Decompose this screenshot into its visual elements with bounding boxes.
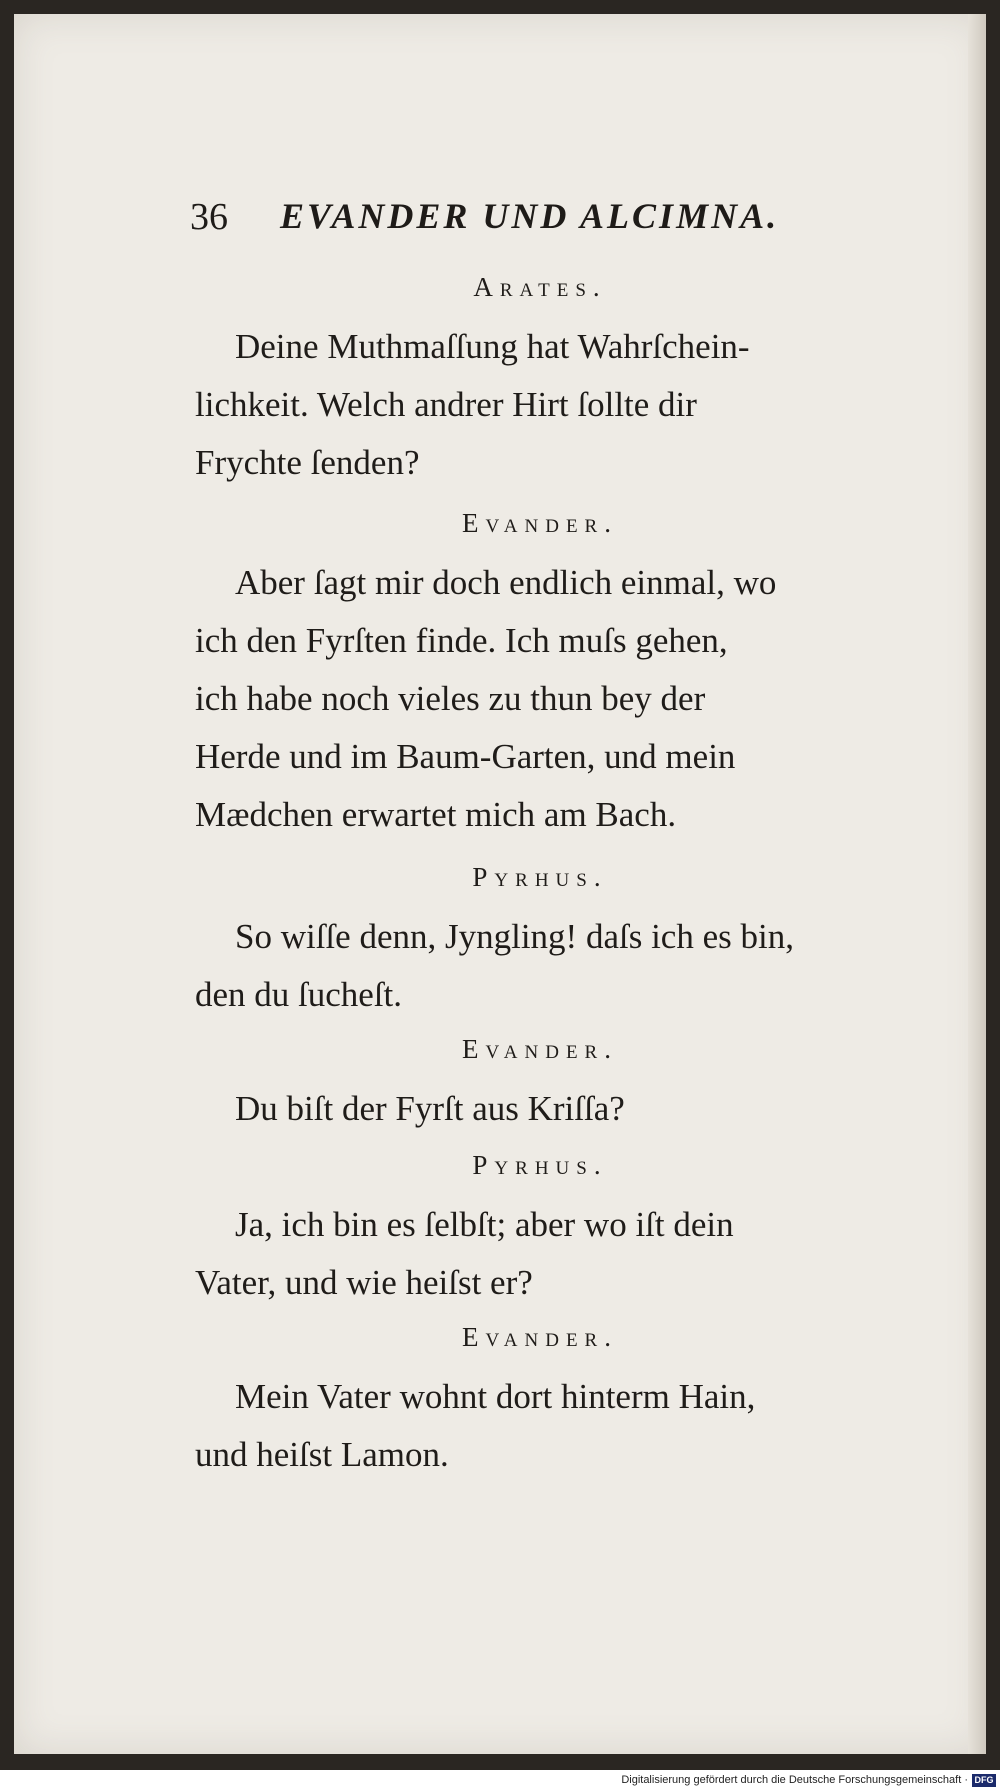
text-line: Vater, und wie heiſst er? — [195, 1263, 533, 1302]
page-edge — [968, 14, 986, 1754]
text-line: ich habe noch vieles zu thun bey der — [195, 679, 706, 718]
speaker-name: Pyrhus. — [472, 1150, 608, 1180]
text-line: Mædchen erwartet mich am Bach. — [195, 795, 677, 834]
text-line: lichkeit. Welch andrer Hirt ſollte dir — [195, 385, 697, 424]
speech-block — [195, 1368, 885, 1484]
speech-block — [195, 1080, 885, 1138]
digitization-footer — [0, 1772, 1000, 1790]
text-line: Mein Vater wohnt dort hinterm Hain, — [235, 1377, 756, 1416]
text-line: den du ſucheſt. — [195, 975, 403, 1014]
text-line: Frychte ſenden? — [195, 443, 420, 482]
speaker-name: Arates. — [473, 272, 607, 302]
page-header — [190, 195, 810, 245]
speech-block — [195, 554, 885, 844]
speech-block — [195, 908, 885, 1024]
text-line: So wiſſe denn, Jyngling! daſs ich es bin, — [235, 917, 794, 956]
page-number: 36 — [190, 196, 228, 238]
text-line: ich den Fyrſten finde. Ich muſs gehen, — [195, 621, 728, 660]
speaker-name: Evander. — [462, 1034, 618, 1064]
dfg-logo: DFG — [972, 1774, 996, 1787]
text-line: und heiſst Lamon. — [195, 1435, 449, 1474]
running-title: EVANDER UND ALCIMNA. — [280, 196, 780, 236]
text-line: Du biſt der Fyrſt aus Kriſſa? — [235, 1089, 625, 1128]
speech-block — [195, 1196, 885, 1312]
speaker-name: Pyrhus. — [472, 862, 608, 892]
text-line: Ja, ich bin es ſelbſt; aber wo iſt dein — [235, 1205, 734, 1244]
speaker-name: Evander. — [462, 1322, 618, 1352]
text-line: Herde und im Baum-Garten, und mein — [195, 737, 736, 776]
text-line: Aber ſagt mir doch endlich einmal, wo — [235, 563, 777, 602]
text-line: Deine Muthmaſſung hat Wahrſchein- — [235, 327, 750, 366]
speech-block — [195, 318, 885, 492]
speaker-name: Evander. — [462, 508, 618, 538]
funding-credit: Digitalisierung gefördert durch die Deutsche Forschungsgemeinschaft · — [621, 1774, 968, 1786]
